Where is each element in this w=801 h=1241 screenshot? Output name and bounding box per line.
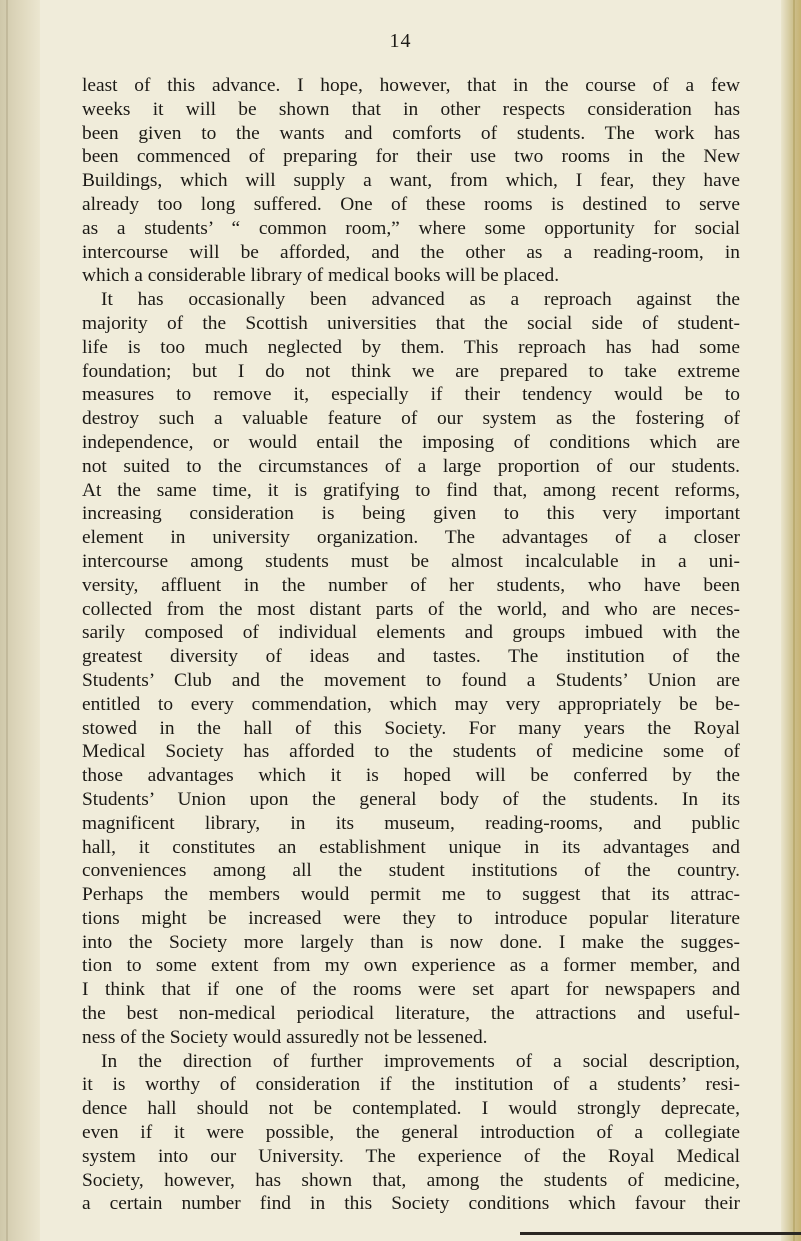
text-line: the best non-medical periodical literature, the attractions and useful- bbox=[82, 1003, 740, 1025]
text-line: It has occasionally been advanced as a reproach against the bbox=[101, 289, 740, 311]
text-line: even if it were possible, the general introduction of a collegiate bbox=[82, 1122, 740, 1144]
bottom-shadow-rule bbox=[520, 1232, 801, 1235]
text-line: tion to some extent from my own experience as a former member, and bbox=[82, 955, 740, 977]
text-line: In the direction of further improvements of a social description, bbox=[101, 1050, 740, 1072]
binding-spine-line bbox=[6, 0, 8, 1241]
text-line: weeks it will be shown that in other respects consideration has bbox=[82, 98, 740, 120]
text-line: tions might be increased were they to introduce popular literature bbox=[82, 907, 740, 929]
binding-gutter bbox=[0, 0, 40, 1241]
text-line: independence, or would entail the imposing of conditions which are bbox=[82, 431, 740, 453]
text-line: it is worthy of consideration if the institution of a students’ resi- bbox=[82, 1074, 740, 1096]
text-line: as a students’ “ common room,” where some opportunity for social bbox=[82, 217, 740, 239]
text-line: Students’ Club and the movement to found a Students’ Union are bbox=[82, 669, 740, 691]
text-line: At the same time, it is gratifying to find that, among recent reforms, bbox=[82, 479, 740, 501]
text-line: magnificent library, in its museum, reading-rooms, and public bbox=[82, 812, 740, 834]
text-line: greatest diversity of ideas and tastes. The institution of the bbox=[82, 646, 740, 668]
text-line: conveniences among all the student institutions of the country. bbox=[82, 860, 740, 882]
text-line: hall, it constitutes an establishment unique in its advantages and bbox=[82, 836, 740, 858]
text-line: entitled to every commendation, which may very appropriately be be- bbox=[82, 693, 740, 715]
text-line: dence hall should not be contemplated. I would strongly deprecate, bbox=[82, 1098, 740, 1120]
text-line: intercourse will be afforded, and the other as a reading-room, in bbox=[82, 241, 740, 263]
text-line: Society, however, has shown that, among the students of medicine, bbox=[82, 1169, 740, 1191]
text-line: least of this advance. I hope, however, that in the course of a few bbox=[82, 75, 740, 96]
text-line: into the Society more largely than is now done. I make the sugges- bbox=[82, 931, 740, 953]
text-line: majority of the Scottish universities that the social side of student- bbox=[82, 312, 740, 334]
text-line: increasing consideration is being given to this very important bbox=[82, 503, 740, 525]
text-line: collected from the most distant parts of the world, and who are neces- bbox=[82, 598, 740, 620]
text-line: already too long suffered. One of these rooms is destined to serve bbox=[82, 193, 740, 215]
text-line: element in university organization. The advantages of a closer bbox=[82, 527, 740, 549]
text-line: not suited to the circumstances of a large proportion of our students. bbox=[82, 455, 740, 477]
text-line: Buildings, which will supply a want, from which, I fear, they have bbox=[82, 170, 740, 192]
text-line: ness of the Society would assuredly not be lessened. bbox=[82, 1026, 488, 1048]
text-line: foundation; but I do not think we are prepared to take extreme bbox=[82, 360, 740, 382]
text-line: stowed in the hall of this Society. For many years the Royal bbox=[82, 717, 740, 739]
text-line: sarily composed of individual elements and groups imbued with the bbox=[82, 622, 740, 644]
text-line: Medical Society has afforded to the students of medicine some of bbox=[82, 741, 740, 763]
page-number: 14 bbox=[389, 30, 412, 52]
text-line: intercourse among students must be almost incalculable in a uni- bbox=[82, 550, 740, 572]
text-line: been commenced of preparing for their use two rooms in the New bbox=[82, 146, 740, 168]
text-line: those advantages which it is hoped will be conferred by the bbox=[82, 765, 740, 787]
text-line: versity, affluent in the number of her students, who have been bbox=[82, 574, 740, 596]
text-line: been given to the wants and comforts of students. The work has bbox=[82, 122, 740, 144]
text-line: life is too much neglected by them. This reproach has had some bbox=[82, 336, 740, 358]
page-edge-line bbox=[793, 0, 795, 1241]
text-line: which a considerable library of medical books will be placed. bbox=[82, 265, 560, 287]
text-line: system into our University. The experience of the Royal Medical bbox=[82, 1145, 740, 1167]
text-line: Students’ Union upon the general body of the students. In its bbox=[82, 788, 740, 810]
text-line: destroy such a valuable feature of our system as the fostering of bbox=[82, 408, 740, 430]
text-line: a certain number find in this Society conditions which favour their bbox=[82, 1193, 740, 1215]
text-line: Perhaps the members would permit me to suggest that its attrac- bbox=[82, 884, 740, 906]
text-line: measures to remove it, especially if their tendency would be to bbox=[82, 384, 740, 406]
text-line: I think that if one of the rooms were set apart for newspapers and bbox=[82, 979, 740, 1001]
body-text bbox=[82, 74, 740, 1216]
page-edge bbox=[781, 0, 801, 1241]
